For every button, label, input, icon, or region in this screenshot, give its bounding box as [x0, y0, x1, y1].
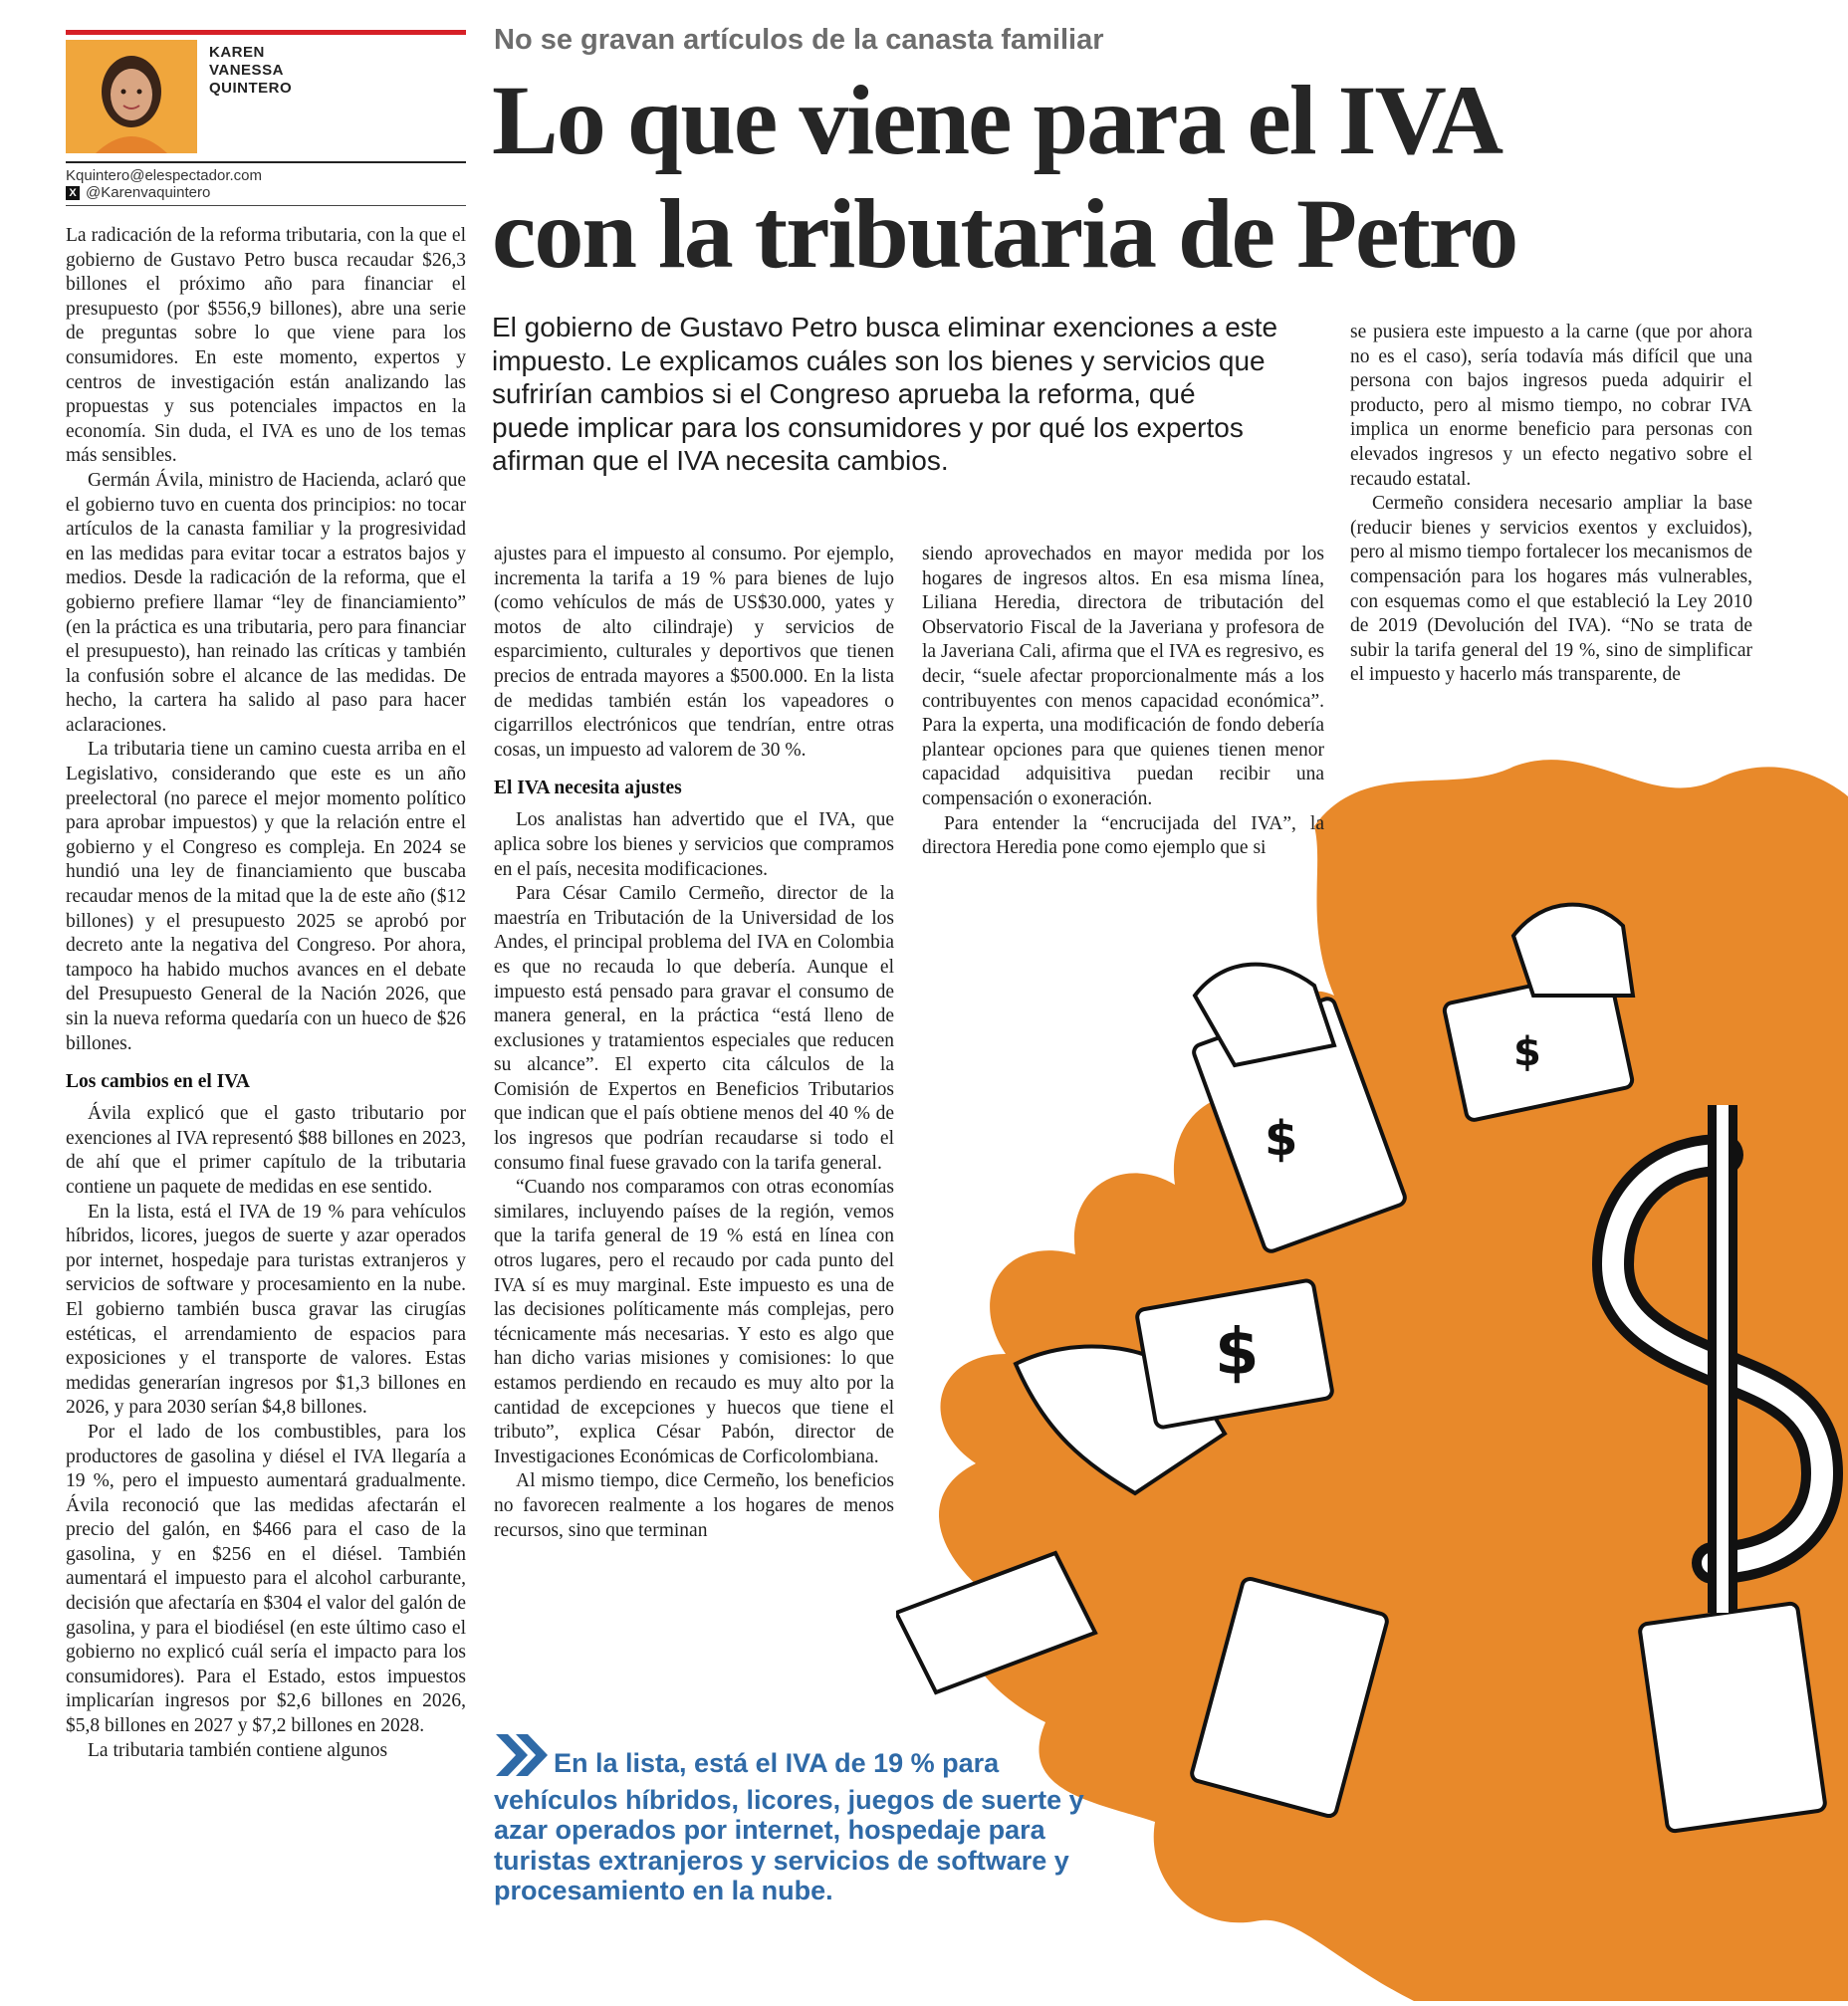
author-photo — [66, 40, 197, 153]
kicker: No se gravan artículos de la canasta familiar — [494, 24, 1104, 56]
paragraph: Para entender la “encrucijada del IVA”, la directora Heredia pone como ejemplo que si — [922, 812, 1324, 859]
author-email[interactable]: Kquintero@elespectador.com — [66, 167, 263, 184]
subheading-cambios: Los cambios en el IVA — [66, 1071, 250, 1093]
pullquote — [494, 1732, 1111, 1906]
author-x-handle: @Karenvaquintero — [86, 184, 211, 201]
paragraph: La tributaria tiene un camino cuesta arriba en el Legislativo, considerando que este es un año preelectoral (no parece el mejor momento político para aprobar impuestos) y que la relación entre el gobierno y el Congreso es compleja. En 2024 se hundió una ley de financiamiento que buscaba recaudar menos de la mitad que la de este año ($12 billones) y el presupuesto 2025 se aprobó por decreto ante la negativa del Congreso. Por ahora, tampoco ha habido muchos avances en el debate del Presupuesto General de la Nación 2026, que sin la nueva reforma quedaría con un hueco de $26 billones. — [66, 739, 466, 1054]
column-1 — [66, 224, 466, 1763]
headline-line1: Lo que viene para el IVA — [492, 65, 1502, 175]
author-bottom-divider — [66, 205, 466, 206]
paragraph: En la lista, está el IVA de 19 % para vehículos híbridos, licores, juegos de suerte y azar operados por internet, hospedaje para turistas extranjeros y servicios de software y procesamiento en la nube. El gobierno también busca gravar las cirugías estéticas, el arrendamiento de espacios para exposiciones y el transporte de valores. Estas medidas generarían ingresos por $1,3 billones en 2026, y para 2030 serían $4,8 billones. — [66, 1201, 466, 1419]
headline — [492, 64, 1516, 291]
column-2 — [494, 543, 894, 1543]
paragraph: se pusiera este impuesto a la carne (que por ahora no es el caso), sería todavía más difícil que una persona con bajos ingresos pueda adquirir el producto, pero al mismo tiempo, no cobrar IVA implica un enorme beneficio para personas con elevados ingresos y un efecto negativo sobre el recaudo estatal. — [1350, 322, 1752, 490]
lede: El gobierno de Gustavo Petro busca eliminar exenciones a este impuesto. Le explicamos cuáles son los bienes y servicios que sufrirían cambios si el Congreso aprueba la reforma, qué puede implicar para los consumidores y por qué los expertos afirman que el IVA necesita cambios. — [492, 312, 1278, 476]
paragraph: “Cuando nos comparamos con otras economías similares, incluyendo países de la región, vemos que la tarifa general de 19 % está en línea con otros lugares, pero el recaudo por cada punto del IVA sí es muy marginal. Este impuesto es una de las decisiones políticamente más complejas, pero técnicamente más necesarias. Y esto es algo que han dicho varias misiones y comisiones: lo que estamos perdiendo en recaudo es muy alto por la cantidad de excepciones y huecos que tiene el tributo”, explica César Pabón, director de Investigaciones Económicas de Corficolombiana. — [494, 1177, 894, 1467]
author-x-row[interactable] — [66, 184, 210, 202]
svg-text:$: $ — [1265, 1111, 1298, 1167]
author-name-line1: KAREN — [209, 44, 265, 61]
subheading-ajustes: El IVA necesita ajustes — [494, 778, 682, 799]
paragraph: ajustes para el impuesto al consumo. Por ejemplo, incrementa la tarifa a 19 % para bienes de lujo (como vehículos de más de US$30.000, yates y motos de alto cilindraje) y servicios de esparcimiento, culturales y deportivos que tienen precios de entrada mayores a $500.000. En la lista de medidas también están los vapeadores o cigarrillos electrónicos que tendrían, entre otras cosas, un impuesto ad valorem de 30 %. — [494, 544, 894, 761]
paragraph: Por el lado de los combustibles, para los productores de gasolina y diésel el IVA llegaría a 19 %, pero el impuesto aumentará gradualmente. Ávila reconoció que las medidas afectarán el precio del galón, en $466 para el caso de la gasolina, y en $256 en el diésel. También aumentará el impuesto para el alcohol carburante, decisión que afectaría en $304 el valor del galón de gasolina, y para el biodiésel (en este último caso el gobierno no explicó cuál sería el impacto para los consumidores). Para el Estado, estos impuestos implicarían ingresos por $2,6 billones en 2026, $5,8 billones en 2027 y $7,2 billones en 2028. — [66, 1421, 466, 1737]
svg-text:$: $ — [1215, 1316, 1260, 1390]
author-name-line3: QUINTERO — [209, 80, 293, 97]
column-3 — [922, 543, 1324, 861]
author-divider — [66, 161, 466, 163]
author-portrait-illustration — [66, 40, 197, 153]
paragraph: La tributaria también contiene algunos — [88, 1739, 388, 1761]
paragraph: La radicación de la reforma tributaria, con la que el gobierno de Gustavo Petro busca recaudar $26,3 billones el próximo año para financiar el presupuesto (por $556,9 billones), abre una serie de preguntas sobre lo que viene para los consumidores. En este momento, expertos y centros de investigación están analizando las propuestas y sus potenciales impactos en la economía. Sin duda, el IVA es uno de los temas más sensibles. — [66, 225, 466, 467]
paragraph: Los analistas han advertido que el IVA, que aplica sobre los bienes y servicios que compramos en el país, necesita modificaciones. — [494, 809, 894, 880]
author-name — [209, 44, 292, 98]
pullquote-text: En la lista, está el IVA de 19 % para vehículos híbridos, licores, juegos de suerte y azar operados por internet, hospedaje para turistas extranjeros y servicios de software y procesamiento en la nube. — [494, 1748, 1084, 1905]
paragraph: Al mismo tiempo, dice Cermeño, los beneficios no favorecen realmente a los hogares de menos recursos, sino que terminan — [494, 1470, 894, 1541]
paragraph: siendo aprovechados en mayor medida por los hogares de ingresos altos. En esa misma línea, Liliana Heredia, directora de tributación del Observatorio Fiscal de la Javeriana y profesora de la Javeriana Cali, afirma que el IVA es regresivo, es decir, “suele afectar proporcionalmente más a los contribuyentes con menos capacidad económica”. Para la experta, una modificación de fondo debería plantear opciones para que quienes tienen menor capacidad adquisitiva puedan recibir una compensación o exoneración. — [922, 544, 1324, 809]
author-name-line2: VANESSA — [209, 62, 284, 79]
paragraph: Cermeño considera necesario ampliar la base (reducir bienes y servicios exentos y excluidos), pero al mismo tiempo fortalecer los mecanismos de compensación para los hogares más vulnerables, con esquemas como el que estableció la Ley 2010 de 2019 (Devolución del IVA). “No se trata de subir la tarifa general del 19 %, sino de simplificar el impuesto y hacerlo más transparente, de — [1350, 493, 1752, 686]
svg-text:$: $ — [1513, 1029, 1541, 1075]
double-chevron-icon — [494, 1732, 552, 1785]
x-logo-icon: X — [66, 186, 80, 200]
headline-line2: con la tributaria de Petro — [492, 178, 1517, 289]
top-red-rule — [66, 30, 466, 35]
paragraph: Ávila explicó que el gasto tributario por exenciones al IVA representó $88 billones en 2023, de ahí que el primer capítulo de la tributaria contiene un paquete de medidas en ese sentido. — [66, 1103, 466, 1198]
paragraph: Germán Ávila, ministro de Hacienda, aclaró que el gobierno tuvo en cuenta dos principios: no tocar artículos de la canasta familiar y la progresividad en las medidas para evitar tocar a estratos bajos y medios. Desde la radicación de la reforma, que el gobierno prefiere llamar “ley de financiamiento” (en la práctica es una tributaria, pero para financiar el presupuesto), han reinado las críticas y también la confusión sobre el alcance de las medidas. De hecho, la cartera ha salido al paso para hacer aclaraciones. — [66, 469, 466, 736]
paragraph: Para César Camilo Cermeño, director de la maestría en Tributación de la Universidad de los Andes, el principal problema del IVA en Colombia es que no recauda lo que debería. Aunque el impuesto está pensado para gravar el consumo de manera general, en la práctica “está lleno de exclusiones y tratamientos especiales que reducen su alcance”. El experto cita cálculos de la Comisión de Expertos en Beneficios Tributarios que indican que el país obtiene menos del 40 % de los ingresos que podrían recaudarse si todo el consumo final fuese gravado con la tarifa general. — [494, 883, 894, 1174]
column-4 — [1350, 321, 1752, 688]
